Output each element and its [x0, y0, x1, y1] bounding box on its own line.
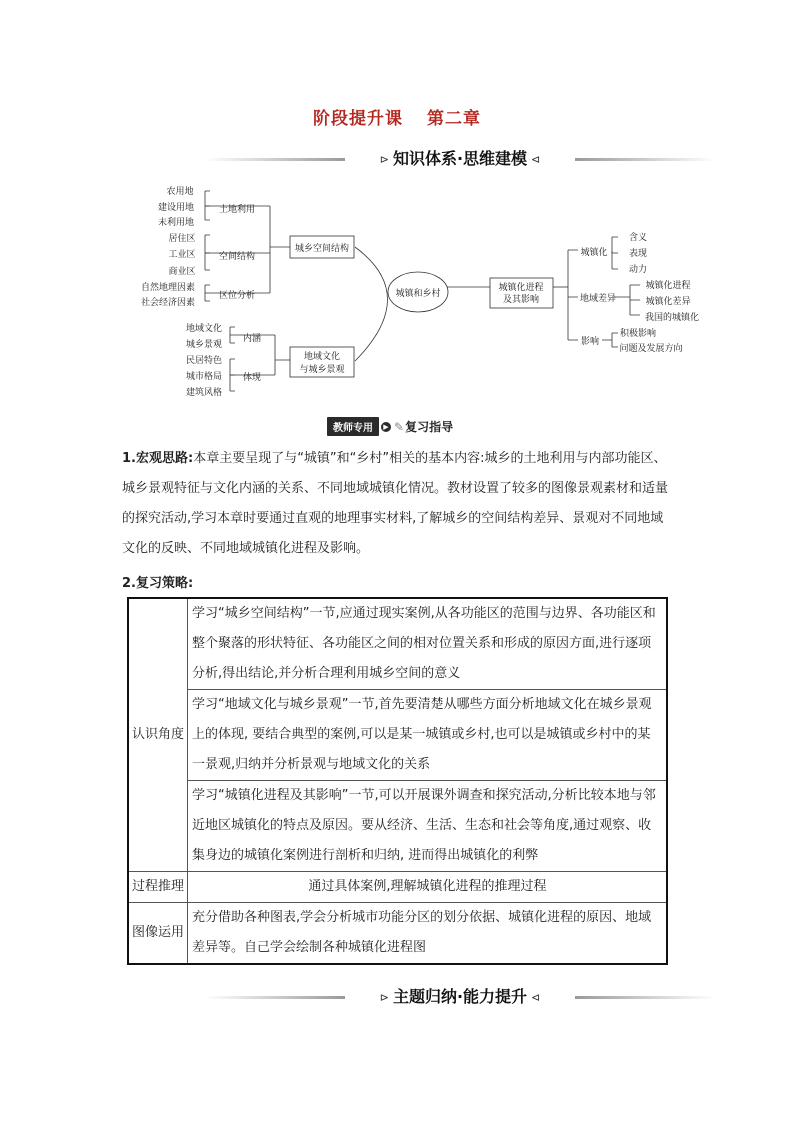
- item-urbanization-process: 城镇化进程: [645, 281, 691, 291]
- table-cell: 学习“地域文化与城乡景观”一节,首先要清楚从哪些方面分析地域文化在城乡景观上的体现, 要结合典型的案例,可以是某一城镇或乡村,也可以是城镇或乡村中的某一景观,归纳并分析景观与地域文化的关系: [188, 690, 668, 781]
- macro-paragraph: [122, 444, 674, 564]
- row-key: 认识角度: [128, 598, 188, 872]
- arrow-circle-icon: ▶: [381, 422, 391, 432]
- item-natural-factors: 自然地理因素: [140, 283, 196, 293]
- label-node-urbanization-1: 城镇化进程: [498, 283, 544, 293]
- section-banner-knowledge: [205, 147, 715, 171]
- banner-title: 主题归纳·能力提升: [392, 987, 528, 1006]
- item-problems-direction: 问题及发展方向: [619, 344, 683, 354]
- item-manifestation: 表现: [628, 249, 648, 259]
- strategy-label: 2.复习策略:: [122, 576, 194, 591]
- table-cell: 充分借助各种图表,学会分析城市功能分区的划分依据、城镇化进程的原因、地域差异等。自己学会绘制各种城镇化进程图: [188, 903, 668, 965]
- item-farmland: 农用地: [166, 187, 194, 197]
- pen-icon: ✎: [394, 419, 405, 434]
- label-center: 城镇和乡村: [395, 289, 441, 299]
- page-title-part2: 第二章: [427, 109, 481, 129]
- label-regional-difference: 地域差异: [579, 294, 617, 304]
- label-node-urbanization-2: 及其影响: [502, 295, 540, 305]
- macro-label: 1.宏观思路:: [122, 451, 194, 466]
- label-location-analysis: 区位分析: [218, 291, 256, 301]
- table-row: [128, 872, 667, 903]
- table-row: [128, 903, 667, 965]
- table-row: [128, 598, 667, 690]
- table-row: [128, 781, 667, 872]
- mind-map: [0, 175, 794, 405]
- teacher-tag: 教师专用: [327, 417, 379, 436]
- item-urbanization-difference: 城镇化差异: [645, 297, 691, 307]
- row-key: 图像运用: [128, 903, 188, 965]
- item-unused-land: 未利用地: [157, 218, 195, 228]
- review-guide-label: 复习指导: [405, 420, 454, 434]
- teacher-only-tag: [327, 416, 453, 434]
- double-chevron-right-icon: ⊳: [379, 153, 389, 166]
- item-dwelling: 民居特色: [185, 356, 223, 366]
- item-china-urbanization: 我国的城镇化: [644, 313, 700, 323]
- item-city-pattern: 城市格局: [185, 372, 223, 382]
- row-key: 过程推理: [128, 872, 188, 903]
- item-meaning: 含义: [628, 233, 648, 243]
- macro-text: 本章主要呈现了与“城镇”和“乡村”相关的基本内容:城乡的土地利用与内部功能区、城乡景观特征与文化内涵的关系、不同地域城镇化情况。教材设置了较多的图像景观素材和适量的探究活动,学习本章时要通过直观的地理事实材料,了解城乡的空间结构差异、景观对不同地域文化的反映、不同地域城镇化进程及影响。: [122, 451, 669, 556]
- table-cell: 学习“城乡空间结构”一节,应通过现实案例,从各功能区的范围与边界、各功能区和整个聚落的形状特征、各功能区之间的相对位置关系和形成的原因方面,进行逐项分析,得出结论,并分析合理利用城乡空间的意义: [188, 598, 668, 690]
- label-embody: 体现: [242, 373, 262, 383]
- label-connotation: 内涵: [242, 334, 262, 344]
- item-driving-force: 动力: [628, 265, 648, 275]
- table-cell: 学习“城镇化进程及其影响”一节,可以开展课外调查和探究活动,分析比较本地与邻近地区城镇化的特点及原因。要从经济、生活、生态和社会等角度,通过观察、收集身边的城镇化案例进行剖析和归纳, 进而得出城镇化的利弊: [188, 781, 668, 872]
- page-title-part1: 阶段提升课: [313, 109, 403, 129]
- strategy-table: [127, 597, 668, 965]
- item-architecture: 建筑风格: [185, 388, 223, 398]
- item-industrial: 工业区: [168, 250, 196, 260]
- label-impact: 影响: [580, 337, 600, 347]
- item-construction-land: 建设用地: [157, 203, 195, 213]
- table-cell: 通过具体案例,理解城镇化进程的推理过程: [188, 872, 668, 903]
- banner-title: 知识体系·思维建模: [392, 149, 528, 168]
- item-positive-impact: 积极影响: [619, 329, 657, 339]
- label-spatial-structure: 空间结构: [218, 252, 256, 262]
- label-node-culture-1: 地域文化: [303, 352, 341, 362]
- label-urbanization: 城镇化: [580, 248, 608, 258]
- double-chevron-right-icon: ⊳: [379, 991, 389, 1004]
- label-land-use: 土地利用: [218, 205, 256, 215]
- double-chevron-left-icon: ⊲: [531, 153, 541, 166]
- double-chevron-left-icon: ⊲: [531, 991, 541, 1004]
- item-socioeconomic-factors: 社会经济因素: [140, 298, 196, 308]
- item-commercial: 商业区: [168, 267, 196, 277]
- label-node-spatial: 城乡空间结构: [294, 244, 350, 254]
- item-landscape: 城乡景观: [185, 340, 223, 350]
- label-node-culture-2: 与城乡景观: [299, 365, 345, 375]
- page-title: [0, 104, 794, 129]
- item-regional-culture: 地域文化: [185, 324, 223, 334]
- item-residential: 居住区: [168, 234, 196, 244]
- section-banner-summary: [205, 985, 715, 1009]
- table-row: [128, 690, 667, 781]
